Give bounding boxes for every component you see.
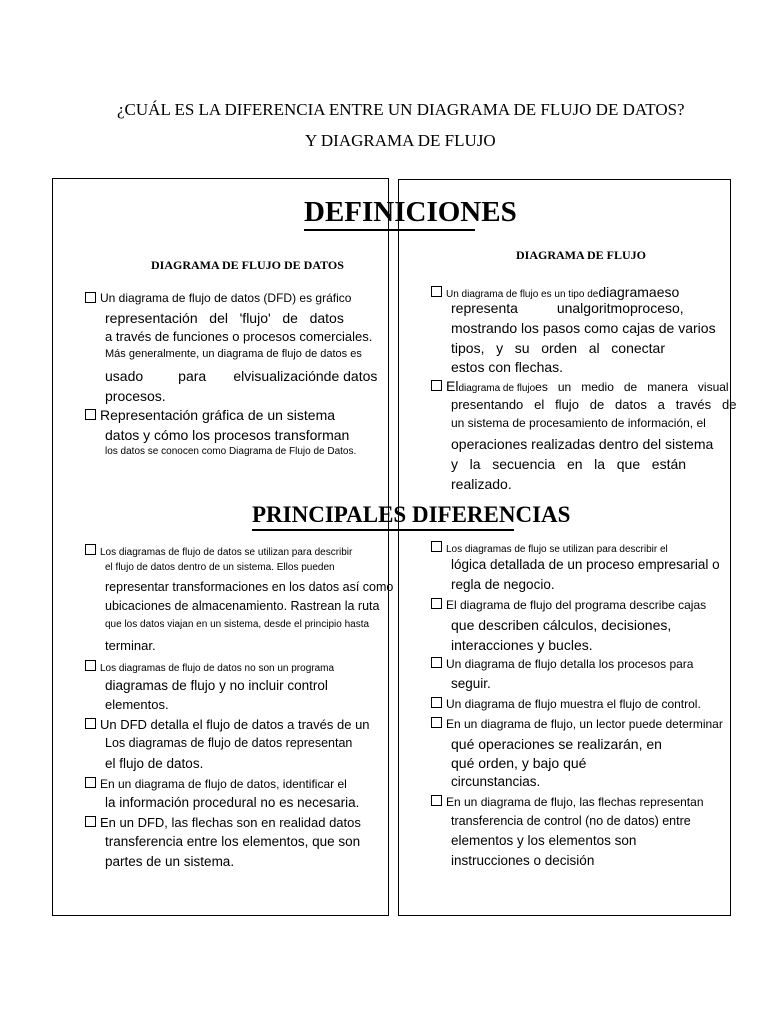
list-item: En un diagrama de flujo, un lector puede determinar — [431, 717, 723, 731]
list-item: Un diagrama de flujo detalla los procesos para — [431, 657, 693, 671]
list-item: datos y cómo los procesos transforman — [105, 427, 350, 443]
list-item: Los diagramas de flujo de datos no son un programa — [85, 660, 334, 674]
page-title-line2: Y DIAGRAMA DE FLUJO — [305, 131, 496, 150]
bullet-icon — [431, 795, 442, 806]
list-item: elementos. — [105, 697, 169, 712]
bullet-icon — [85, 660, 96, 671]
definiciones-heading: DEFINICIONES — [304, 196, 517, 228]
list-item: mostrando los pasos como cajas de varios — [451, 320, 716, 336]
list-item: estos con flechas. — [451, 359, 564, 375]
list-item: qué orden, y bajo qué — [451, 755, 587, 771]
list-item: Los diagramas de flujo de datos representan — [105, 736, 353, 750]
list-item: el flujo de datos dentro de un sistema. Ellos pueden — [105, 562, 335, 573]
list-item: instrucciones o decisión — [451, 853, 595, 868]
list-item: partes de un sistema. — [105, 854, 235, 869]
list-item: seguir. — [451, 676, 491, 691]
bullet-icon — [431, 380, 442, 391]
list-item: ubicaciones de almacenamiento. Rastrean la ruta — [105, 599, 380, 613]
list-item: operaciones realizadas dentro del sistema — [451, 436, 714, 452]
list-item: los datos se conocen como Diagrama de Flujo de Datos. — [105, 446, 357, 457]
list-item: En un diagrama de flujo de datos, identificar el — [85, 777, 347, 791]
list-item: terminar. — [105, 638, 156, 653]
bullet-icon — [85, 292, 96, 303]
list-item: procesos. — [105, 388, 166, 404]
list-item: Más generalmente, un diagrama de flujo de datos es — [105, 348, 362, 360]
list-item: lógica detallada de un proceso empresarial o — [451, 557, 720, 572]
bullet-icon — [431, 697, 442, 708]
bullet-icon — [431, 657, 442, 668]
bullet-icon — [431, 541, 442, 552]
bullet-icon — [431, 717, 442, 728]
list-item: representar transformaciones en los datos así como — [105, 580, 394, 594]
list-item: Representación gráfica de un sistema — [85, 407, 335, 423]
list-item: interacciones y bucles. — [451, 637, 593, 653]
list-item: que los datos viajan en un sistema, desde el principio hasta — [105, 619, 370, 630]
definiciones-underline — [304, 229, 475, 231]
bullet-icon — [85, 816, 96, 827]
list-item: el flujo de datos. — [105, 756, 204, 771]
list-item: la información procedural no es necesaria. — [105, 795, 360, 810]
list-item: Los diagramas de flujo se utilizan para describir el — [431, 541, 668, 555]
right-subheading: DIAGRAMA DE FLUJO — [516, 248, 647, 262]
bullet-icon — [85, 777, 96, 788]
bullet-icon — [431, 598, 442, 609]
diferencias-heading: PRINCIPALES DIFERENCIAS — [252, 502, 571, 527]
bullet-icon — [85, 718, 96, 729]
list-item: Los diagramas de flujo de datos se utilizan para describir — [85, 544, 352, 558]
list-item: elementos y los elementos son — [451, 833, 637, 848]
bullet-icon — [85, 544, 96, 555]
list-item: Un diagrama de flujo es un tipo dediagramaeso — [431, 284, 679, 300]
list-item: que describen cálculos, decisiones, — [451, 617, 672, 633]
list-item: usado para elvisualizaciónde datos — [105, 368, 378, 384]
list-item: transferencia de control (no de datos) entre — [451, 814, 691, 828]
list-item: y la secuencia en la que están — [451, 456, 687, 472]
list-item: diagramas de flujo y no incluir control — [105, 678, 328, 693]
list-item: presentando el flujo de datos a través de — [451, 397, 737, 412]
list-item: regla de negocio. — [451, 577, 555, 592]
left-subheading: DIAGRAMA DE FLUJO DE DATOS — [151, 258, 344, 272]
list-item: qué operaciones se realizarán, en — [451, 736, 662, 752]
list-item: Un DFD detalla el flujo de datos a través de un — [85, 717, 370, 732]
diferencias-underline — [252, 529, 514, 531]
bullet-icon — [85, 409, 96, 420]
list-item: un sistema de procesamiento de información, el — [451, 416, 706, 430]
bullet-icon — [431, 286, 442, 297]
list-item: Un diagrama de flujo muestra el flujo de control. — [431, 697, 701, 711]
list-item: tipos, y su orden al conectar — [451, 340, 665, 356]
page-title-line1: ¿CUÁL ES LA DIFERENCIA ENTRE UN DIAGRAMA DE FLUJO DE DATOS? — [117, 100, 685, 119]
list-item: representación del 'flujo' de datos — [105, 310, 344, 326]
list-item: transferencia entre los elementos, que son — [105, 834, 361, 849]
list-item: Un diagrama de flujo de datos (DFD) es gráfico — [85, 291, 351, 305]
list-item: circunstancias. — [451, 774, 541, 789]
list-item: En un diagrama de flujo, las flechas representan — [431, 795, 704, 809]
list-item: En un DFD, las flechas son en realidad datos — [85, 815, 361, 830]
list-item: representa unalgoritmoproceso, — [451, 300, 684, 316]
list-item: a través de funciones o procesos comerciales. — [105, 329, 373, 344]
list-item: realizado. — [451, 476, 512, 492]
list-item: El diagrama de flujo del programa describe cajas — [431, 598, 706, 612]
list-item: Eldiagrama de flujoes un medio de manera visual — [431, 378, 729, 394]
